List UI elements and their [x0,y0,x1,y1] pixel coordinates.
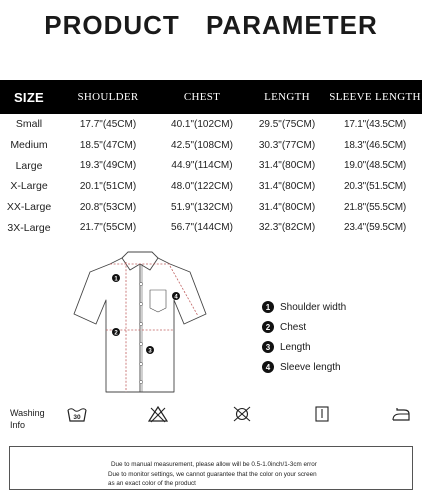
table-row [0,197,422,218]
sleeve-cell: 19.0"(48.5CM) [343,160,407,172]
header-shoulder: SHOULDER [77,91,139,103]
marker-2-label: 2 [114,330,118,337]
header-chest: CHEST [183,91,221,103]
sleeve-cell: 23.4"(59.5CM) [343,222,407,234]
table-row [0,176,422,197]
no-tumble-dry-icon [231,404,253,424]
header-length: LENGTH [264,91,310,103]
legend-item [262,317,346,337]
size-cell: 3X-Large [7,221,51,234]
size-cell: Medium [10,139,48,152]
size-cell: XX-Large [6,201,52,214]
note-line: Due to monitor settings, we cannot guarantee that the color on your screen [108,471,317,478]
shoulder-cell: 17.7"(45CM) [79,118,137,130]
drip-dry-icon [311,404,333,424]
sleeve-cell: 18.3"(46.5CM) [343,139,407,151]
legend-number-icon: 3 [262,341,274,353]
length-cell: 30.3"(77CM) [258,139,316,151]
size-table [0,80,422,238]
washing-label-line1: Washing [10,408,45,418]
wash-30-icon [66,404,88,424]
note-line: as an exact color of the product [108,480,196,487]
chest-cell: 48.0"(122CM) [171,180,233,192]
length-cell: 31.4"(80CM) [258,160,316,172]
header-size: SIZE [13,89,45,105]
washing-label-line2: Info [10,420,26,430]
table-row [0,155,422,176]
legend-number-icon: 2 [262,321,274,333]
shirt-measurement-diagram [70,250,210,400]
page-title: PRODUCT PARAMETER [44,10,378,40]
marker-3-label: 3 [148,348,152,355]
legend-number-icon: 1 [262,301,274,313]
length-cell: 32.3"(82CM) [258,222,316,234]
wash-temp-label: 30 [73,414,81,421]
sleeve-cell: 17.1"(43.5CM) [343,118,407,130]
table-row [0,217,422,238]
chest-cell: 51.9"(132CM) [171,201,233,213]
legend-number-icon: 4 [262,361,274,373]
size-cell: X-Large [10,180,48,193]
sleeve-cell: 20.3"(51.5CM) [343,180,407,192]
size-cell: Large [15,159,43,172]
legend-item [262,357,346,377]
disclaimer-box [9,446,413,490]
measurement-legend [262,297,346,377]
legend-label: Sleeve length [280,361,341,373]
note-line: Due to manual measurement, please allow will be 0.5-1.0inch/1-3cm error [111,461,317,468]
marker-4-label: 4 [174,294,178,301]
legend-label: Chest [280,321,307,333]
chest-cell: 42.5"(108CM) [171,139,233,151]
shoulder-cell: 18.5"(47CM) [79,139,137,151]
no-bleach-icon [147,404,169,424]
marker-1-label: 1 [114,276,118,283]
chest-cell: 44.9"(114CM) [171,160,233,172]
chest-cell: 40.1"(102CM) [171,118,233,130]
shirt-outline [74,252,206,392]
washing-info-label [10,407,45,431]
shoulder-cell: 19.3"(49CM) [79,160,137,172]
table-header-row [0,80,422,114]
shoulder-cell: 21.7"(55CM) [79,222,137,234]
header-sleeve-length: SLEEVE LENGTH [329,91,421,103]
legend-item [262,297,346,317]
shoulder-cell: 20.1"(51CM) [79,180,137,192]
length-cell: 31.4"(80CM) [258,201,316,213]
chest-cell: 56.7"(144CM) [171,222,233,234]
shoulder-cell: 20.8"(53CM) [79,201,137,213]
length-cell: 31.4"(80CM) [258,180,316,192]
sleeve-cell: 21.8"(55.5CM) [343,201,407,213]
legend-label: Length [280,341,311,353]
iron-icon [390,404,412,424]
table-row [0,135,422,156]
table-row [0,114,422,135]
size-cell: Small [15,118,43,131]
length-cell: 29.5"(75CM) [258,118,316,130]
legend-item [262,337,346,357]
legend-label: Shoulder width [280,301,347,313]
